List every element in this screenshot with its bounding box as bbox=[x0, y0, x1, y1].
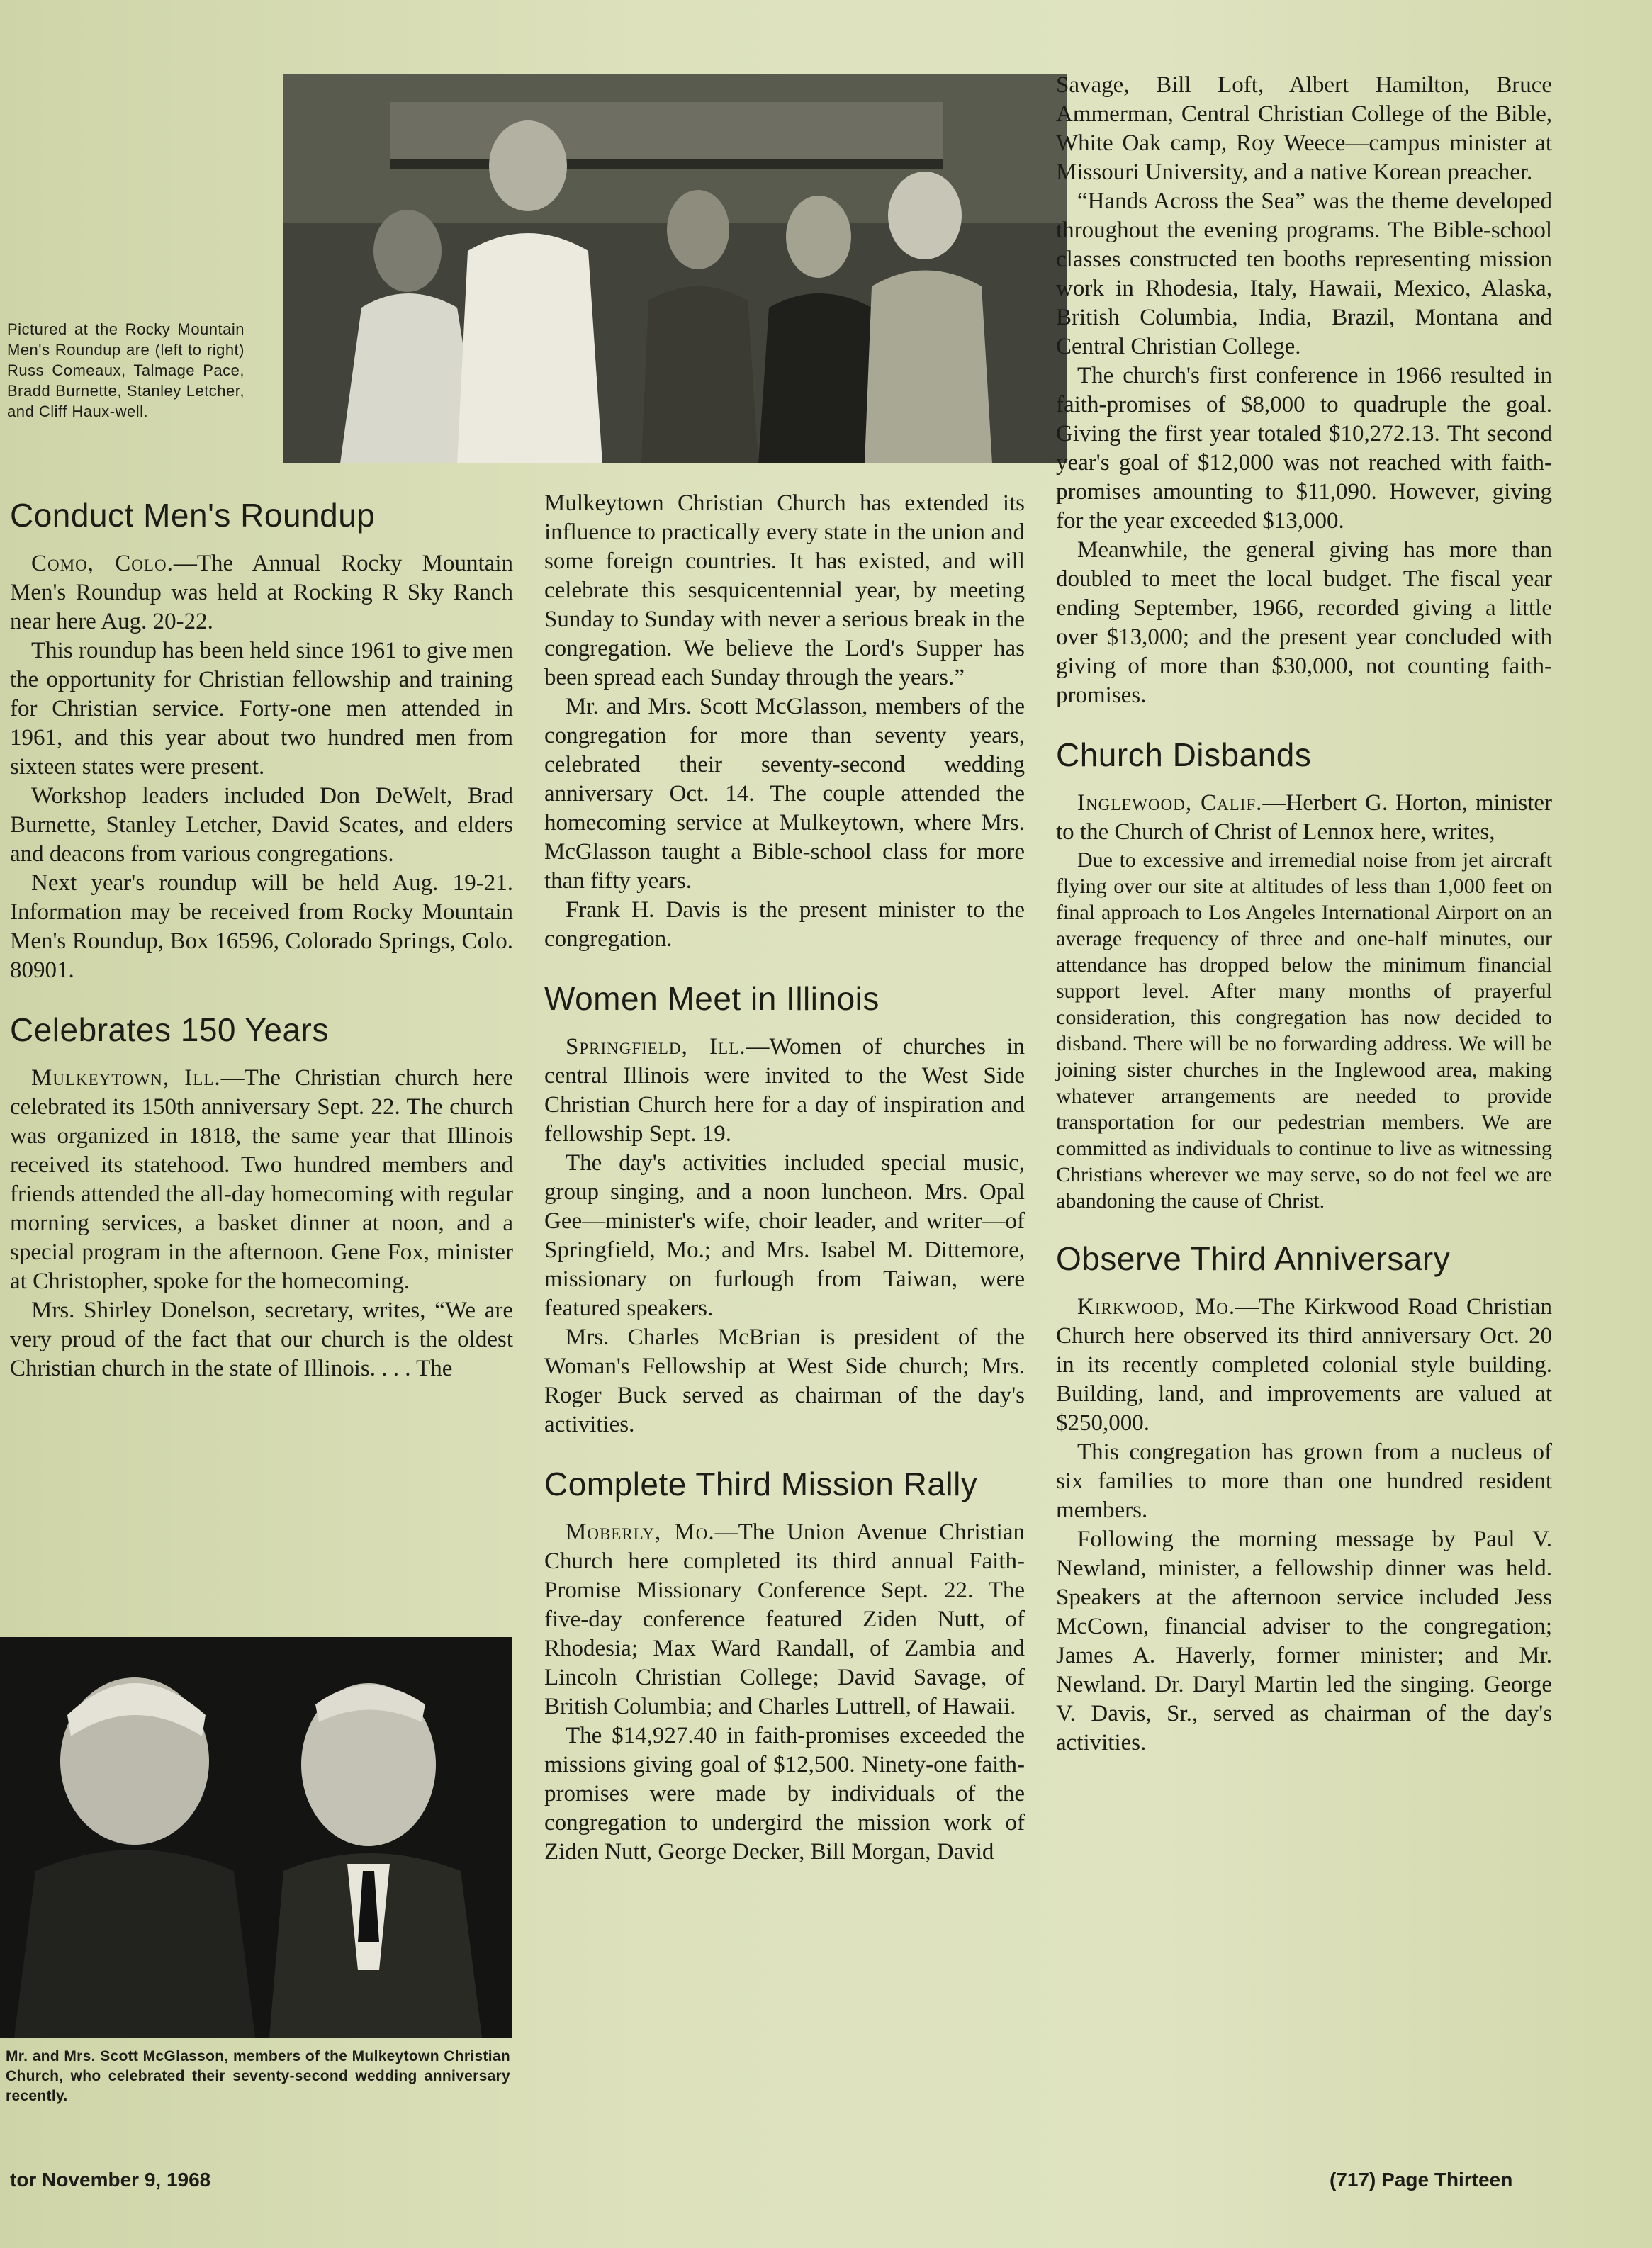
roundup-photo bbox=[283, 74, 1067, 463]
article-paragraph: Mulkeytown Christian Church has extended its influence to practically every state in the union and some foreign countries. It has existed, and will celebrate this sesquicentennial year, by meeting Sunday to Sunday with never a serious break in the congregation. We believe the Lord's Supper has been spread each Sunday through the years.” bbox=[544, 490, 1025, 690]
roundup-photo-image bbox=[283, 74, 1067, 463]
article-paragraph: This roundup has been held since 1961 to give men the opportunity for Christian fellowship and training for Christian service. Forty-one men attended in 1961, and this year about two hundred men from sixteen states were present. bbox=[10, 638, 513, 780]
mcglasson-photo bbox=[0, 1637, 512, 2038]
article-anniversary bbox=[1056, 1240, 1552, 1758]
headline-roundup: Conduct Men's Roundup bbox=[10, 497, 376, 534]
article-paragraph: “Hands Across the Sea” was the theme developed throughout the evening programs. The Bible-school classes constructed ten booths representing mission work in Rhodesia, Italy, Hawaii, Mexico, Alaska, British Columbia, India, Brazil, Montana and Central Christian College. bbox=[1056, 189, 1552, 359]
dateline: Moberly, Mo. bbox=[566, 1519, 715, 1546]
footer-date: tor November 9, 1968 bbox=[10, 2169, 211, 2191]
article-paragraph: Springfield, Ill.—Women of churches in central Illinois were invited to the West Side Christian Church here for a day of inspiration and fellowship Sept. 19. bbox=[544, 1034, 1025, 1147]
article-women bbox=[544, 979, 1025, 1439]
headline-celebrates: Celebrates 150 Years bbox=[10, 1011, 329, 1049]
article-paragraph: Mrs. Charles McBrian is president of the Woman's Fellowship at West Side church; Mrs. Roger Buck served as chairman of the day's activities. bbox=[544, 1325, 1025, 1438]
column-right bbox=[1056, 71, 1552, 1758]
article-paragraph: The day's activities included special music, group singing, and a noon luncheon. Mrs. Opal Gee—minister's wife, choir leader, and writer—of Springfield, Mo.; and Mrs. Isabel M. Dittemore, missionary on furlough from Taiwan, were featured speakers. bbox=[544, 1150, 1025, 1322]
quoted-letter: Due to excessive and irremedial noise from jet aircraft flying over our site at altitudes of less than 1,000 feet on final approach to Los Angeles International Airport on an average frequency of three and one-half minutes, our attendance has dropped below the minimum financial support level. After many months of prayerful consideration, this congregation has now decided to disband. There will be no forwarding address. We will be joining sister churches in the Inglewood area, making whatever arrangements are needed to provide transportation for our pedestrian members. We are committed as individuals to continue to live as witnessing Christians wherever we may serve, so do not feel we are abandoning the cause of Christ. bbox=[1056, 848, 1552, 1213]
mcglasson-photo-image bbox=[0, 1637, 512, 2038]
article-paragraph: Savage, Bill Loft, Albert Hamilton, Bruce Ammerman, Central Christian College of the Bible, White Oak camp, Roy Weece—campus minister at Missouri University, and a native Korean preacher. bbox=[1056, 72, 1552, 185]
dateline: Como, Colo. bbox=[31, 551, 174, 577]
article-paragraph: Moberly, Mo.—The Union Avenue Christian Church here completed its third annual Faith-Promise Missionary Conference Sept. 22. The five-day conference featured Ziden Nutt, of Rhodesia; Max Ward Randall, of Zambia and Lincoln Christian College; David Savage, of British Columbia; and Charles Luttrell, of Hawaii. bbox=[544, 1519, 1025, 1720]
article-paragraph: Mrs. Shirley Donelson, secretary, writes, “We are very proud of the fact that our church is the oldest Christian church in the state of Illinois. . . . The bbox=[10, 1298, 513, 1382]
headline-mission: Complete Third Mission Rally bbox=[544, 1466, 978, 1503]
article-disbands bbox=[1056, 736, 1552, 1214]
dateline: Mulkeytown, Ill. bbox=[31, 1065, 221, 1091]
article-paragraph: Inglewood, Calif.—Herbert G. Horton, minister to the Church of Christ of Lennox here, writes, bbox=[1056, 790, 1553, 845]
article-paragraph: Following the morning message by Paul V. Newland, minister, a fellowship dinner was held. Speakers at the afternoon service included Jess McCown, financial adviser to the congregation; James A. Haverly, former minister; and Mr. Newland. Dr. Daryl Martin led the singing. George V. Davis, Sr., served as chairman of the day's activities. bbox=[1056, 1527, 1552, 1756]
article-paragraph: Mulkeytown, Ill.—The Christian church here celebrated its 150th anniversary Sept. 22. The church was organized in 1818, the same year that Illinois received its statehood. Two hundred members and friends attended the all-day homecoming with regular morning services, a basket dinner at noon, and a special program in the afternoon. Gene Fox, minister at Christopher, spoke for the homecoming. bbox=[10, 1065, 514, 1295]
headline-women: Women Meet in Illinois bbox=[544, 980, 880, 1017]
footer-page-number: (717) Page Thirteen bbox=[1330, 2169, 1513, 2191]
dateline: Inglewood, Calif. bbox=[1077, 790, 1263, 816]
headline-disbands: Church Disbands bbox=[1056, 736, 1312, 773]
article-roundup bbox=[10, 496, 513, 985]
article-paragraph: The church's first conference in 1966 resulted in faith-promises of $8,000 to quadruple the goal. Giving the first year totaled $10,272.13. Tht second year's goal of $12,000 was not reached with faith-promises amounting to $11,090. However, giving for the year exceeded $13,000. bbox=[1056, 363, 1552, 534]
dateline: Kirkwood, Mo. bbox=[1077, 1294, 1236, 1320]
article-paragraph: Workshop leaders included Don DeWelt, Brad Burnette, Stanley Letcher, David Scates, and elders and deacons from various congregations. bbox=[10, 783, 513, 867]
dateline: Springfield, Ill. bbox=[566, 1034, 746, 1060]
article-paragraph: This congregation has grown from a nucleus of six families to more than one hundred resident members. bbox=[1056, 1439, 1552, 1524]
article-paragraph: Kirkwood, Mo.—The Kirkwood Road Christian Church here observed its third anniversary Oct. 20 in its recently completed colonial style building. Building, land, and improvements are valued at $250,000. bbox=[1056, 1294, 1553, 1437]
mcglasson-photo-caption: Mr. and Mrs. Scott McGlasson, members of the Mulkeytown Christian Church, who celebrated their seventy-second wedding anniversary recently. bbox=[6, 2048, 510, 2104]
article-paragraph: Meanwhile, the general giving has more than doubled to meet the local budget. The fiscal year ending September, 1966, recorded giving a little over $13,000; and the present year concluded with giving of more than $30,000, not counting faith-promises. bbox=[1056, 537, 1552, 708]
article-paragraph: Como, Colo.—The Annual Rocky Mountain Men's Roundup was held at Rocking R Sky Ranch near here Aug. 20-22. bbox=[10, 551, 513, 635]
article-paragraph: Mr. and Mrs. Scott McGlasson, members of the congregation for more than seventy years, celebrated their seventy-second wedding anniversary Oct. 14. The couple attended the homecoming service at Mulkeytown, where Mrs. McGlasson taught a Bible-school class for more than fifty years. bbox=[544, 694, 1025, 894]
article-paragraph: Next year's roundup will be held Aug. 19-21. Information may be received from Rocky Mountain Men's Roundup, Box 16596, Colorado Springs, Colo. 80901. bbox=[10, 870, 513, 984]
headline-anniversary: Observe Third Anniversary bbox=[1056, 1240, 1451, 1278]
roundup-photo-caption: Pictured at the Rocky Mountain Men's Roundup are (left to right) Russ Comeaux, Talmage Pace, Bradd Burnette, Stanley Letcher, and Cliff Haux-well. bbox=[7, 320, 245, 420]
column-middle bbox=[544, 489, 1025, 1867]
article-mission bbox=[544, 1465, 1025, 1867]
article-paragraph: The $14,927.40 in faith-promises exceeded the missions giving goal of $12,500. Ninety-one faith-promises were made by individuals of the congregation to undergird the mission work of Ziden Nutt, George Decker, Bill Morgan, David bbox=[544, 1723, 1025, 1865]
article-celebrates bbox=[10, 1011, 513, 1383]
column-left bbox=[10, 496, 513, 1383]
article-paragraph: Frank H. Davis is the present minister to the congregation. bbox=[544, 897, 1025, 952]
